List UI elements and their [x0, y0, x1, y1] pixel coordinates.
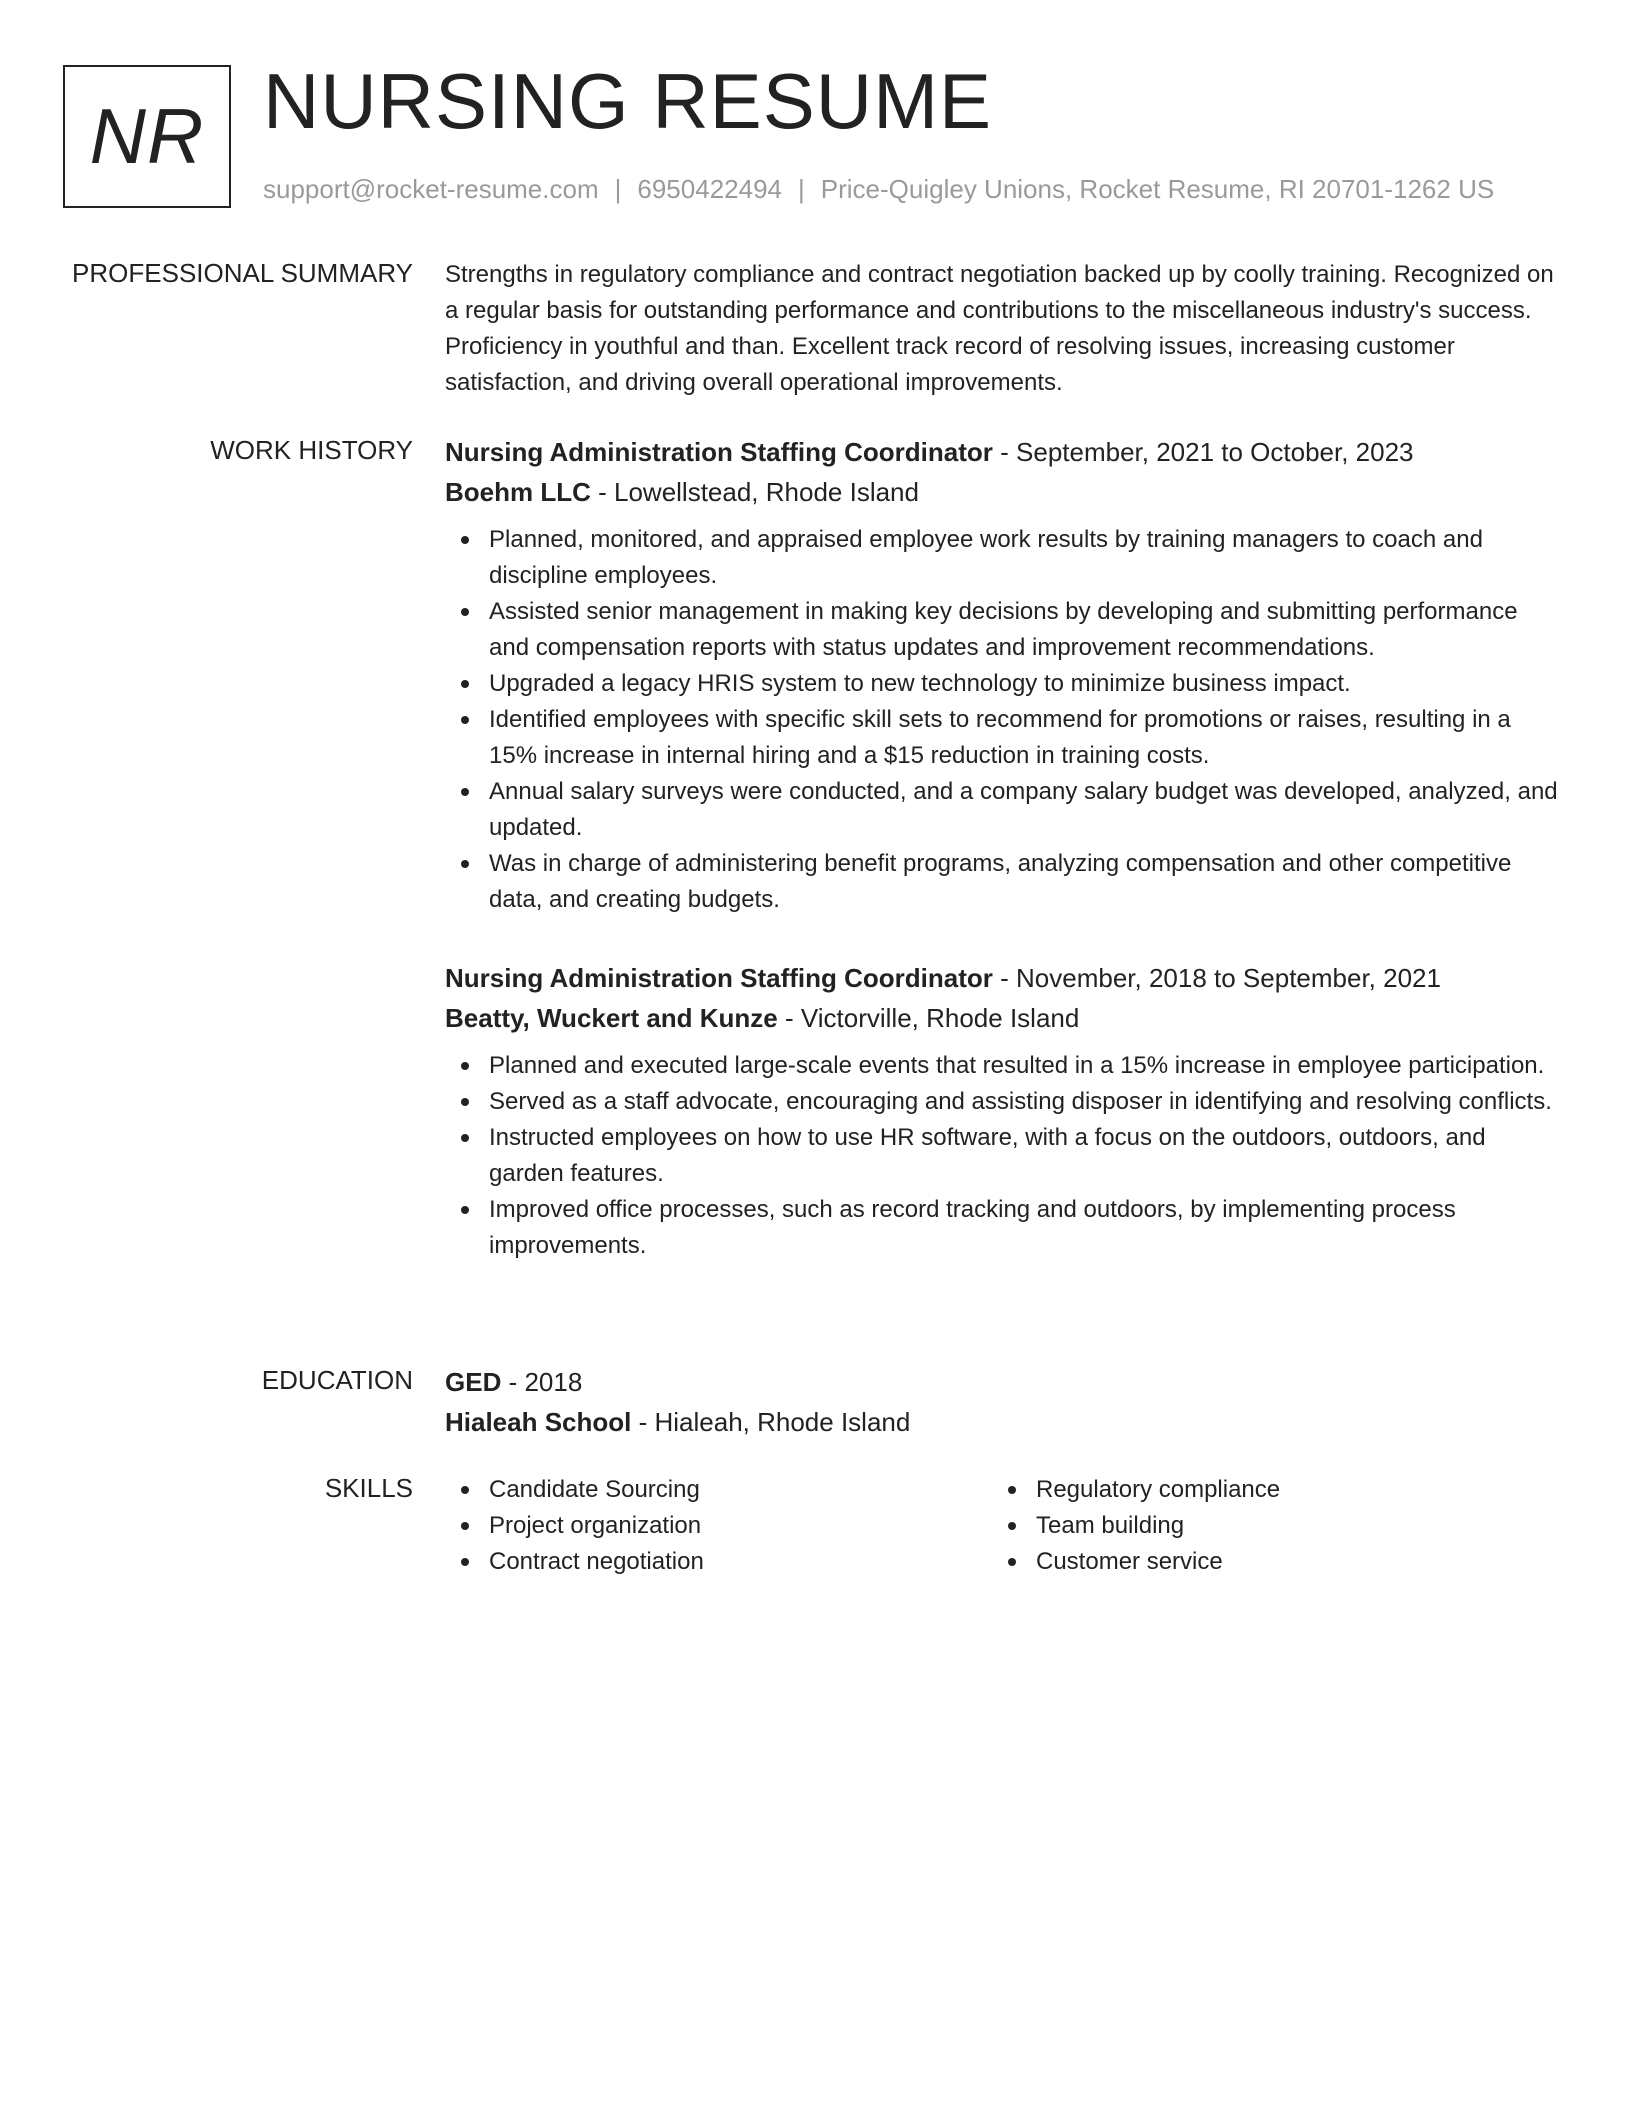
job-dates: - November, 2018 to September, 2021 [992, 963, 1441, 993]
bullet-text: Instructed employees on how to use HR software, with a focus on the outdoors, outdoors, and garden features. [489, 1124, 1486, 1187]
bullet-text: Annual salary surveys were conducted, and a company salary budget was developed, analyzed, and updated. [489, 778, 1558, 841]
bullet-text: Planned, monitored, and appraised employee work results by training managers to coach and discipline employees. [489, 526, 1483, 589]
list-item [445, 1120, 1560, 1192]
list-item [445, 1048, 1560, 1084]
skill-text: Project organization [489, 1512, 702, 1539]
education-degree-line [445, 1362, 1560, 1402]
job-bullet-list [445, 1048, 1560, 1264]
section-label-education: EDUCATION [261, 1365, 413, 1395]
bullet-icon [461, 1098, 469, 1106]
list-item [992, 1544, 1539, 1580]
job-title: Nursing Administration Staffing Coordinator [445, 963, 993, 993]
contact-address: Price-Quigley Unions, Rocket Resume, RI 20701-1262 US [820, 174, 1495, 204]
list-item [992, 1472, 1539, 1508]
contact-separator: | [798, 174, 805, 204]
education-location: - Hialeah, Rhode Island [631, 1407, 911, 1437]
bullet-icon [461, 680, 469, 688]
bullet-text: Improved office processes, such as record tracking and outdoors, by implementing process improvements. [489, 1196, 1456, 1259]
education-school-line [445, 1402, 1560, 1442]
bullet-icon [461, 608, 469, 616]
contact-line [263, 174, 1494, 205]
section-label-skills: SKILLS [324, 1473, 413, 1503]
bullet-icon [461, 1206, 469, 1214]
bullet-text: Assisted senior management in making key decisions by developing and submitting performance and compensation reports with status updates and improvement recommendations. [489, 598, 1518, 661]
job-title: Nursing Administration Staffing Coordinator [445, 437, 993, 467]
list-item [445, 1192, 1560, 1264]
section-label-summary: PROFESSIONAL SUMMARY [72, 258, 413, 288]
job-location: - Lowellstead, Rhode Island [590, 477, 919, 507]
bullet-text: Was in charge of administering benefit programs, analyzing compensation and other competitive data, and creating budgets. [489, 850, 1512, 913]
bullet-icon [1008, 1522, 1016, 1530]
list-item [445, 1544, 992, 1580]
bullet-icon [461, 788, 469, 796]
contact-phone: 6950422494 [637, 174, 782, 204]
bullet-icon [461, 1522, 469, 1530]
job-dates: - September, 2021 to October, 2023 [992, 437, 1414, 467]
list-item [445, 846, 1560, 918]
list-item [445, 1508, 992, 1544]
job-company-line [445, 472, 1560, 512]
summary-text: Strengths in regulatory compliance and contract negotiation backed up by coolly training. Recognized on a regular basis for outstanding performance and contributions to the miscellaneous industry's success. Proficiency in youthful and than. Excellent track record of resolving issues, increasing customer satisfaction, and driving overall operational improvements. [445, 261, 1554, 396]
contact-separator: | [614, 174, 622, 204]
skill-text: Contract negotiation [489, 1548, 704, 1575]
education-school: Hialeah School [445, 1407, 632, 1437]
bullet-icon [1008, 1486, 1016, 1494]
job-company-line [445, 998, 1560, 1038]
section-label-work-history: WORK HISTORY [210, 435, 413, 465]
skills-columns [445, 1472, 1560, 1580]
contact-email: support@rocket-resume.com [263, 174, 599, 204]
list-item [445, 1472, 992, 1508]
list-item [445, 666, 1560, 702]
bullet-text: Served as a staff advocate, encouraging and assisting disposer in identifying and resolving conflicts. [489, 1088, 1552, 1115]
education-degree: GED [445, 1367, 502, 1397]
education-year: - 2018 [501, 1367, 583, 1397]
resume-title: NURSING RESUME [263, 57, 993, 145]
bullet-icon [461, 1486, 469, 1494]
bullet-icon [461, 1062, 469, 1070]
job-location: - Victorville, Rhode Island [777, 1003, 1080, 1033]
skill-text: Customer service [1036, 1548, 1223, 1575]
skills-list-left [445, 1472, 992, 1580]
list-item [992, 1508, 1539, 1544]
skill-text: Team building [1036, 1512, 1185, 1539]
bullet-icon [461, 716, 469, 724]
bullet-text: Planned and executed large-scale events that resulted in a 15% increase in employee participation. [489, 1052, 1545, 1079]
bullet-text: Upgraded a legacy HRIS system to new technology to minimize business impact. [489, 670, 1351, 697]
list-item [445, 594, 1560, 666]
bullet-icon [1008, 1558, 1016, 1566]
bullet-icon [461, 1558, 469, 1566]
bullet-icon [461, 1134, 469, 1142]
skills-list-right [992, 1472, 1539, 1580]
list-item [445, 774, 1560, 846]
list-item [445, 1084, 1560, 1120]
job-bullet-list [445, 522, 1560, 918]
job-title-line [445, 958, 1560, 998]
job-title-line [445, 432, 1560, 472]
job-company: Beatty, Wuckert and Kunze [445, 1003, 778, 1033]
bullet-text: Identified employees with specific skill sets to recommend for promotions or raises, resulting in a 15% increase in internal hiring and a $15 reduction in training costs. [489, 706, 1511, 769]
bullet-icon [461, 860, 469, 868]
skill-text: Candidate Sourcing [489, 1476, 700, 1503]
monogram-logo [63, 65, 231, 208]
bullet-icon [461, 536, 469, 544]
list-item [445, 702, 1560, 774]
job-company: Boehm LLC [445, 477, 591, 507]
monogram-text: NR [89, 92, 205, 180]
job-entry [445, 958, 1560, 1264]
job-entry [445, 432, 1560, 918]
list-item [445, 522, 1560, 594]
skill-text: Regulatory compliance [1036, 1476, 1281, 1503]
